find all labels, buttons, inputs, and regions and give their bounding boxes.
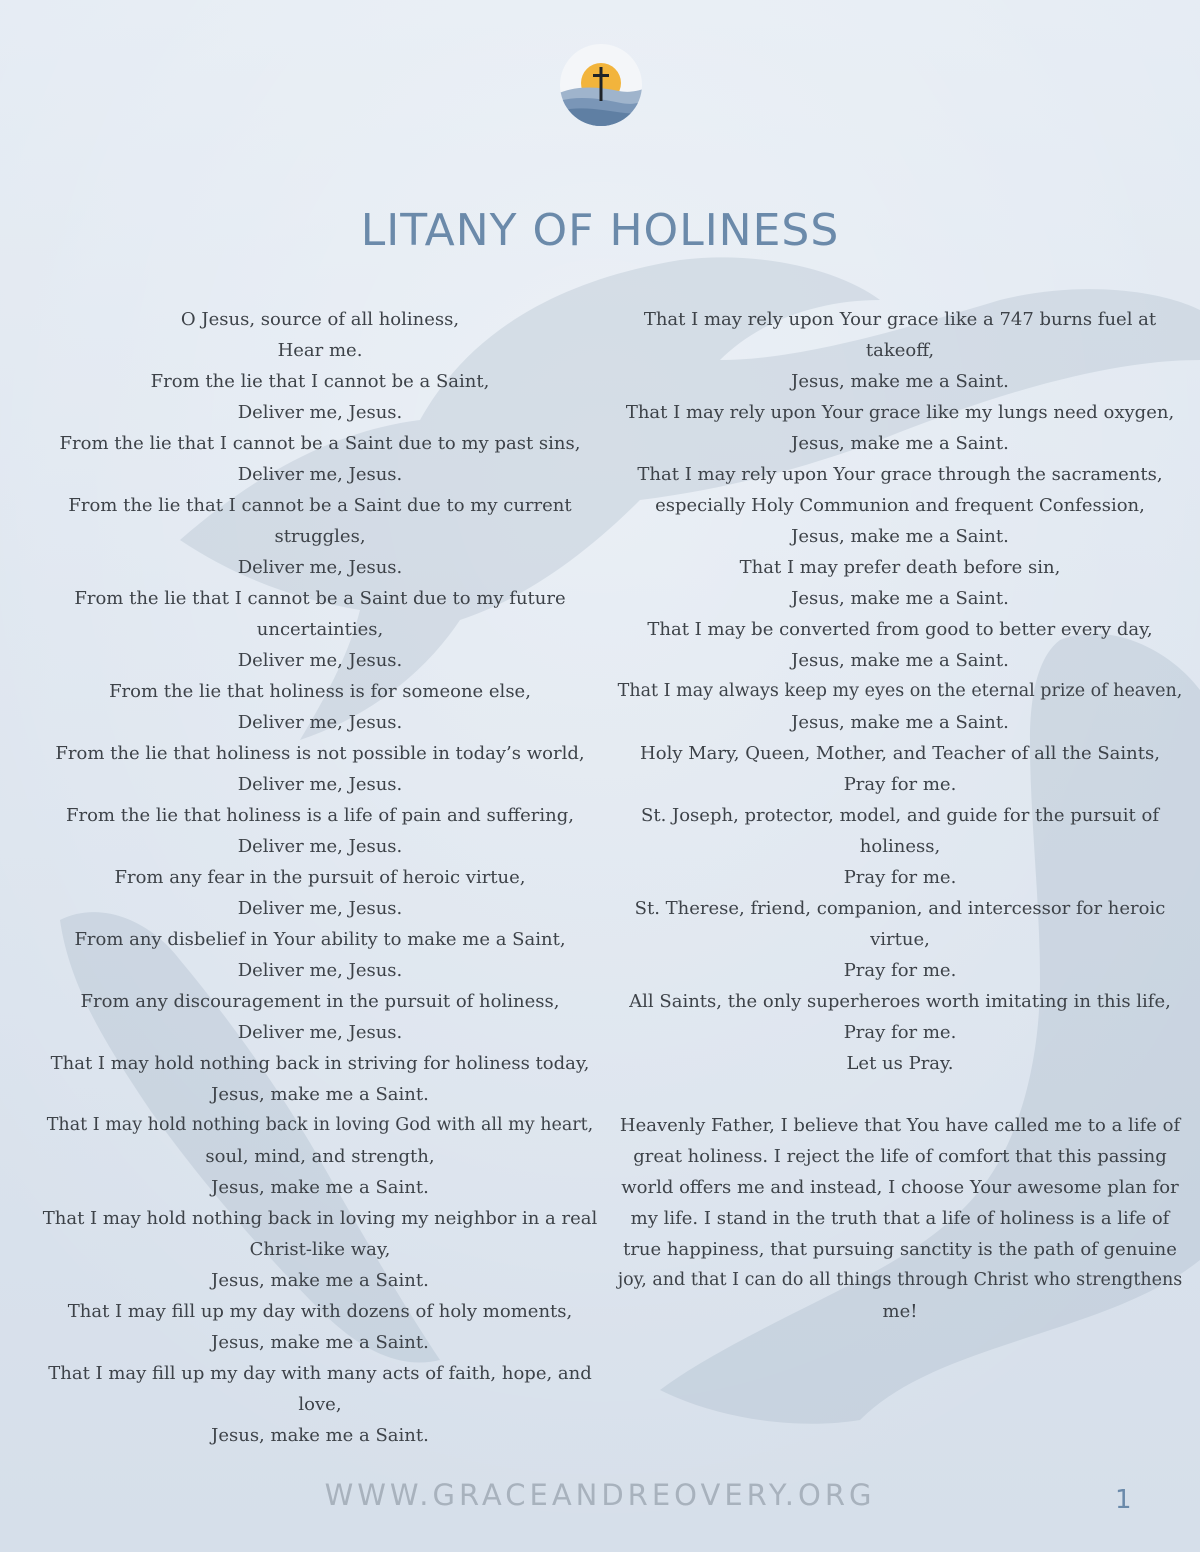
- litany-line: That I may rely upon Your grace like my lungs need oxygen,: [625, 402, 1175, 423]
- litany-line: soul, mind, and strength,: [205, 1146, 435, 1167]
- litany-line: Jesus, make me a Saint.: [211, 1332, 429, 1353]
- litany-line: Deliver me, Jesus.: [237, 402, 403, 423]
- litany-line: Jesus, make me a Saint.: [791, 712, 1009, 733]
- litany-right-column: [610, 304, 1190, 1327]
- litany-line: Jesus, make me a Saint.: [211, 1425, 429, 1446]
- litany-line: love,: [298, 1394, 342, 1415]
- litany-line: That I may hold nothing back in striving for holiness today,: [50, 1053, 590, 1074]
- paragraph-gap: [610, 1079, 1190, 1110]
- litany-line: Jesus, make me a Saint.: [211, 1177, 429, 1198]
- litany-line: takeoff,: [865, 340, 935, 361]
- litany-left-column: [40, 304, 600, 1451]
- litany-line: From the lie that I cannot be a Saint due to my past sins,: [59, 433, 581, 454]
- litany-line: From any fear in the pursuit of heroic virtue,: [114, 867, 526, 888]
- litany-line: That I may rely upon Your grace like a 747 burns fuel at: [643, 309, 1157, 330]
- litany-line: Pray for me.: [843, 1022, 957, 1043]
- website-url[interactable]: WWW.GRACEANDREOVERY.ORG: [324, 1478, 876, 1512]
- litany-line: struggles,: [274, 526, 366, 547]
- litany-line: From the lie that holiness is for someone else,: [109, 681, 531, 702]
- closing-prayer-line: world offers me and instead, I choose Your awesome plan for: [621, 1177, 1179, 1198]
- closing-prayer-line: true happiness, that pursuing sanctity is the path of genuine: [623, 1239, 1177, 1260]
- litany-line: Jesus, make me a Saint.: [211, 1084, 429, 1105]
- litany-line: Deliver me, Jesus.: [237, 898, 403, 919]
- closing-prayer: [610, 1110, 1190, 1327]
- litany-line: virtue,: [870, 929, 930, 950]
- closing-prayer-line: my life. I stand in the truth that a life of holiness is a life of: [630, 1208, 1170, 1229]
- litany-line: Jesus, make me a Saint.: [791, 433, 1009, 454]
- litany-line: O Jesus, source of all holiness,: [180, 309, 460, 330]
- litany-line: Deliver me, Jesus.: [237, 774, 403, 795]
- litany-line: Jesus, make me a Saint.: [791, 371, 1009, 392]
- litany-line: uncertainties,: [256, 619, 384, 640]
- litany-line: That I may fill up my day with dozens of holy moments,: [67, 1301, 573, 1322]
- litany-line: Deliver me, Jesus.: [237, 650, 403, 671]
- litany-line: Pray for me.: [843, 774, 957, 795]
- litany-line: That I may always keep my eyes on the eternal prize of heaven,: [617, 681, 1183, 701]
- litany-line: St. Joseph, protector, model, and guide for the pursuit of: [641, 805, 1159, 826]
- litany-line: Jesus, make me a Saint.: [791, 588, 1009, 609]
- litany-line: Jesus, make me a Saint.: [791, 526, 1009, 547]
- litany-line: From the lie that holiness is a life of pain and suffering,: [65, 805, 574, 826]
- litany-line: That I may hold nothing back in loving my neighbor in a real: [42, 1208, 598, 1229]
- litany-line: Pray for me.: [843, 960, 957, 981]
- litany-line: Deliver me, Jesus.: [237, 1022, 403, 1043]
- litany-line: Jesus, make me a Saint.: [211, 1270, 429, 1291]
- closing-prayer-line: great holiness. I reject the life of comfort that this passing: [633, 1146, 1167, 1167]
- page-number: 1: [1115, 1485, 1132, 1515]
- litany-line: From any discouragement in the pursuit of holiness,: [80, 991, 560, 1012]
- closing-prayer-line: me!: [882, 1301, 918, 1322]
- litany-line: That I may prefer death before sin,: [739, 557, 1061, 578]
- litany-line: holiness,: [859, 836, 941, 857]
- litany-line: Hear me.: [277, 340, 363, 361]
- litany-line: Holy Mary, Queen, Mother, and Teacher of all the Saints,: [640, 743, 1160, 764]
- litany-line: Deliver me, Jesus.: [237, 712, 403, 733]
- litany-line: From any disbelief in Your ability to make me a Saint,: [74, 929, 566, 950]
- litany-line: From the lie that I cannot be a Saint due to my current: [68, 495, 572, 516]
- litany-line: That I may rely upon Your grace through the sacraments,: [637, 464, 1163, 485]
- litany-line: That I may hold nothing back in loving God with all my heart,: [46, 1115, 594, 1135]
- litany-line: From the lie that holiness is not possible in today’s world,: [55, 743, 585, 764]
- litany-line: St. Therese, friend, companion, and intercessor for heroic: [634, 898, 1166, 919]
- litany-line: Christ-like way,: [249, 1239, 391, 1260]
- litany-line: That I may be converted from good to better every day,: [647, 619, 1153, 640]
- litany-line: Pray for me.: [843, 867, 957, 888]
- litany-line: That I may fill up my day with many acts of faith, hope, and: [48, 1363, 592, 1384]
- closing-prayer-line: Heavenly Father, I believe that You have called me to a life of: [619, 1115, 1181, 1136]
- litany-line: From the lie that I cannot be a Saint,: [150, 371, 490, 392]
- litany-line: Deliver me, Jesus.: [237, 960, 403, 981]
- litany-line: Jesus, make me a Saint.: [791, 650, 1009, 671]
- litany-line: Deliver me, Jesus.: [237, 464, 403, 485]
- litany-line: From the lie that I cannot be a Saint due to my future: [74, 588, 566, 609]
- closing-prayer-line: joy, and that I can do all things through Christ who strengthens: [617, 1270, 1183, 1290]
- litany-line: Deliver me, Jesus.: [237, 557, 403, 578]
- cross-over-sunset-logo-icon: [559, 43, 643, 127]
- page-title: LITANY OF HOLINESS: [360, 205, 840, 256]
- litany-line: Deliver me, Jesus.: [237, 836, 403, 857]
- litany-line: Let us Pray.: [846, 1053, 954, 1074]
- litany-line: All Saints, the only superheroes worth imitating in this life,: [629, 991, 1171, 1012]
- litany-line: especially Holy Communion and frequent Confession,: [655, 495, 1145, 516]
